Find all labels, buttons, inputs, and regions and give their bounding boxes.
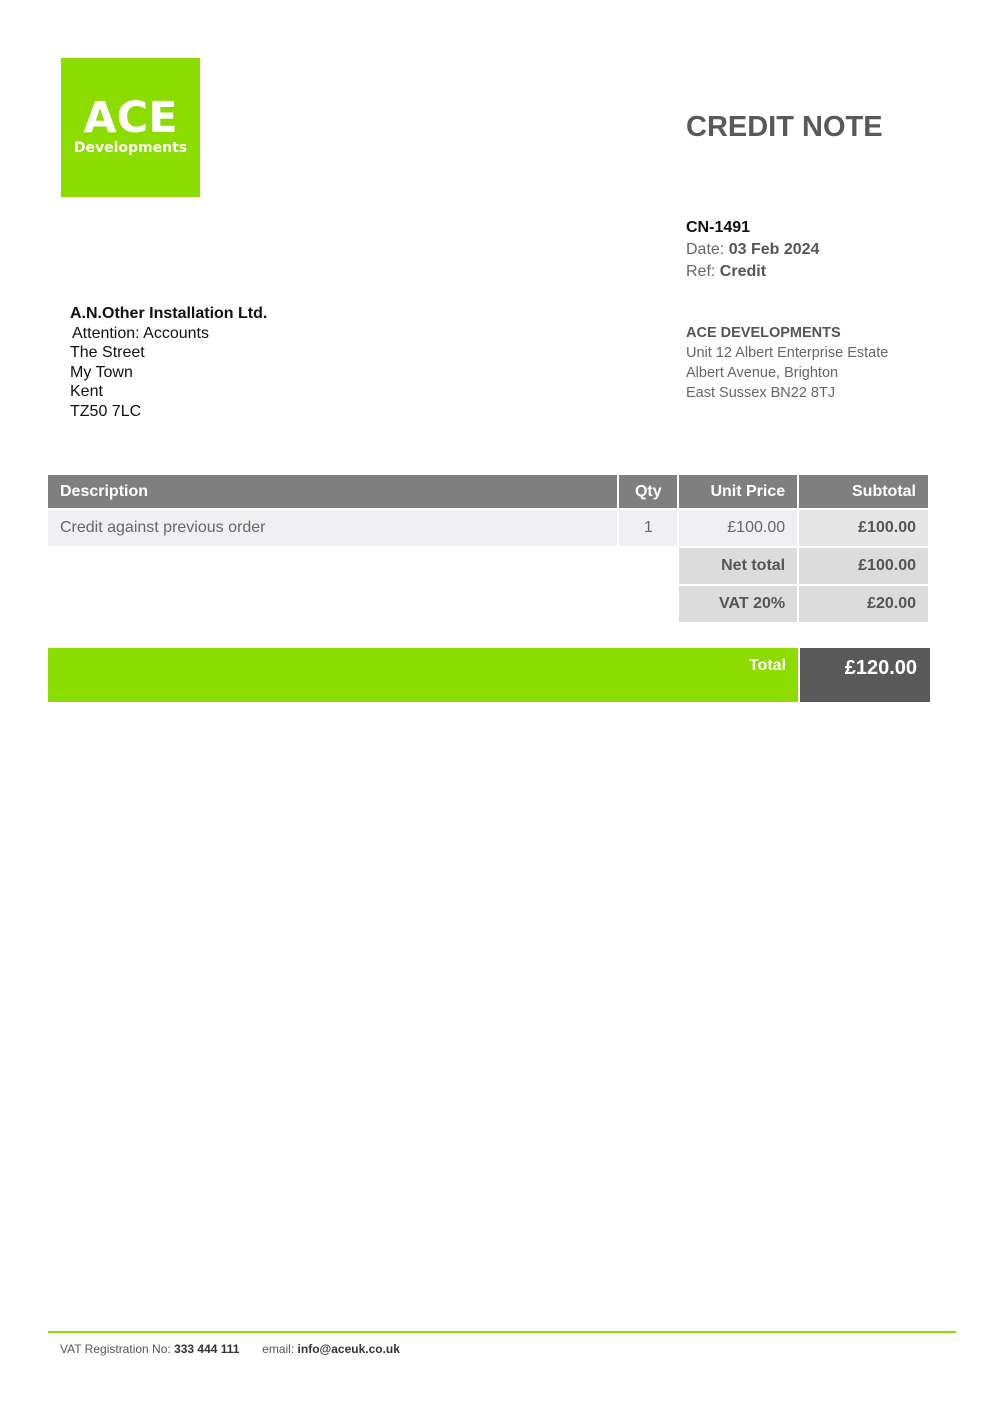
recipient-name: A.N.Other Installation Ltd. [70,305,268,322]
date-value: 03 Feb 2024 [728,241,820,258]
row-unit-price: £100.00 [679,510,797,546]
header-subtotal: Subtotal [799,475,928,508]
total-value-box [800,648,930,702]
vat-value: £20.00 [799,586,928,622]
row-description: Credit against previous order [48,510,617,546]
email-label: email: [262,1342,295,1356]
recipient-address-line: Kent [70,383,103,400]
date-line [686,239,819,261]
vat-reg-value: 333 444 111 [174,1342,240,1356]
logo-wordmark: ACE [83,93,178,143]
sender-address-line: Albert Avenue, Brighton [686,365,839,381]
header-unit-price: Unit Price [679,475,797,508]
recipient-address [70,304,267,421]
logo-subtitle: Developments [73,140,188,156]
document-title: CREDIT NOTE [686,111,883,143]
net-total-value: £100.00 [799,548,928,584]
recipient-address-line: The Street [70,344,145,361]
credit-note-number: CN-1491 [686,219,751,236]
table-row [48,510,928,546]
line-items-table [46,473,930,624]
vat-reg-label: VAT Registration No: [60,1342,171,1356]
net-total-label: Net total [679,548,797,584]
vat-row [48,586,928,622]
header-qty: Qty [619,475,677,508]
company-logo [61,58,200,197]
email-value: info@aceuk.co.uk [297,1342,400,1356]
footer [60,1342,400,1356]
ref-line [686,261,819,283]
ref-value: Credit [719,263,767,280]
total-bar [48,648,798,702]
vat-label: VAT 20% [679,586,797,622]
recipient-attention: Attention: Accounts [72,324,209,342]
recipient-address-line: My Town [70,363,133,381]
sender-address-line: East Sussex BN22 8TJ [686,385,836,401]
row-qty: 1 [619,510,677,546]
total-value: £120.00 [844,657,917,679]
net-total-row [48,548,928,584]
recipient-address-line: TZ50 7LC [70,402,142,420]
sender-name: ACE DEVELOPMENTS [686,325,841,341]
sender-address [686,323,888,403]
total-label: Total [748,657,786,674]
footer-divider [48,1331,956,1333]
header-description: Description [48,475,617,508]
document-meta [686,217,819,283]
table-header-row [48,475,928,508]
ref-label: Ref: [686,263,716,280]
sender-address-line: Unit 12 Albert Enterprise Estate [686,345,889,361]
date-label: Date: [686,241,725,258]
row-subtotal: £100.00 [799,510,928,546]
